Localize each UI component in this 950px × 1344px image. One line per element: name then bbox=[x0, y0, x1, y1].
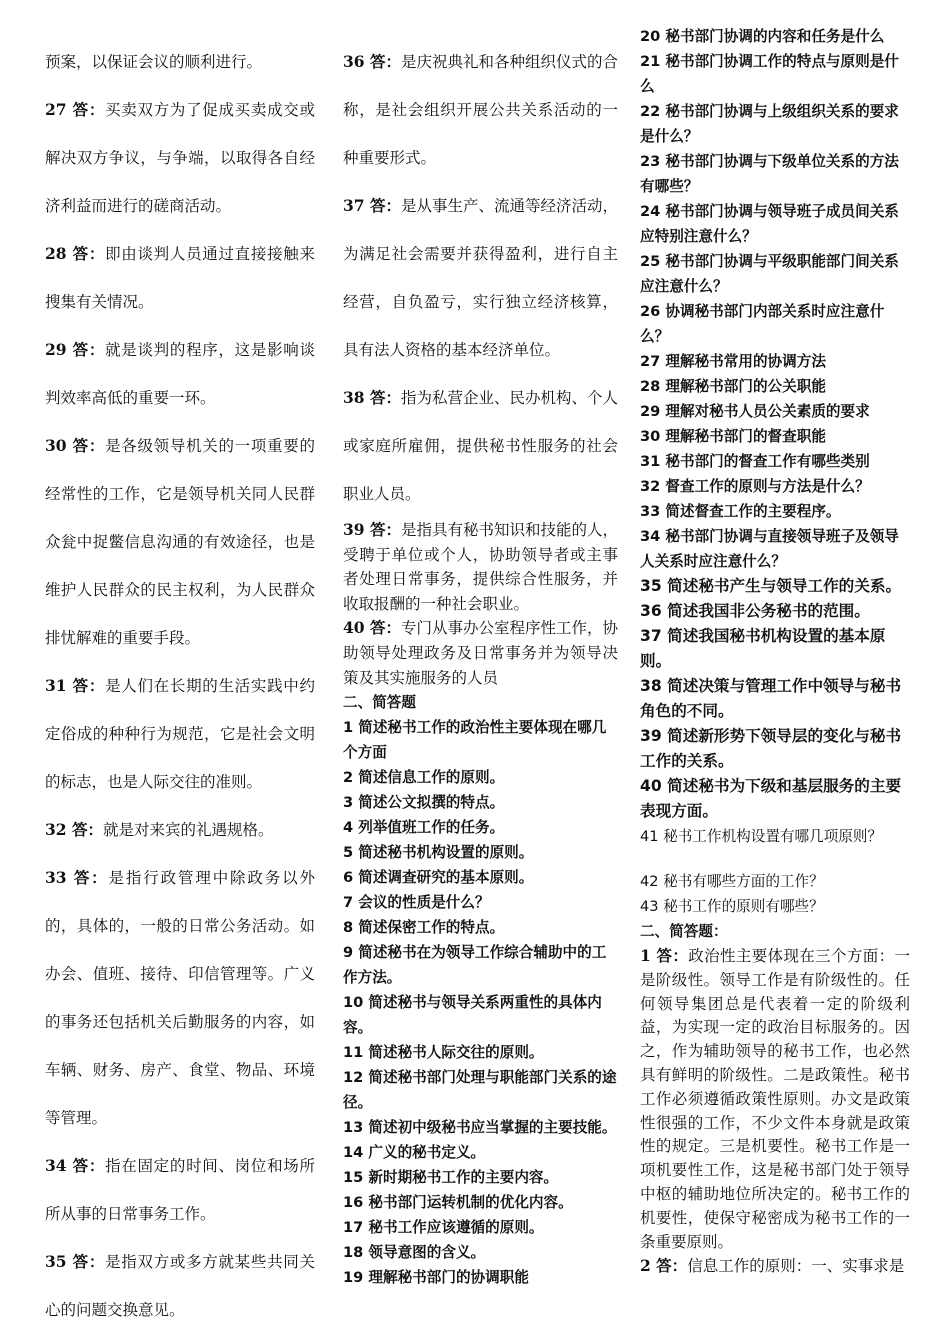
answer-paragraph bbox=[45, 38, 315, 86]
section-heading-short-answer-2: 二、简答题： bbox=[640, 923, 728, 940]
answer-paragraph bbox=[45, 806, 315, 854]
answer-paragraph bbox=[45, 1238, 315, 1334]
question-item: 37 简述我国秘书机构设置的基本原则。 bbox=[640, 627, 886, 670]
answer-text: 就是对来宾的礼遇规格。 bbox=[102, 821, 274, 839]
question-item: 11 简述秘书人际交往的原则。 bbox=[343, 1044, 544, 1062]
answer-paragraph bbox=[640, 944, 910, 1254]
answer-text: 是指具有秘书知识和技能的人，受聘于单位或个人，协助领导者或主事者处理日常事务，提供综合性服务，并收取报酬的一种社会职业。 bbox=[343, 521, 618, 613]
answer-paragraph bbox=[640, 1254, 910, 1279]
question-item: 32 督查工作的原则与方法是什么？ bbox=[640, 478, 870, 495]
question-item: 14 广义的秘书定义。 bbox=[343, 1144, 486, 1162]
question-item: 28 理解秘书部门的公关职能 bbox=[640, 378, 826, 395]
question-item: 22 秘书部门协调与上级组织关系的要求是什么？ bbox=[640, 103, 899, 145]
question-item: 10 简述秘书与领导关系两重性的具体内容。 bbox=[343, 994, 602, 1037]
question-item: 20 秘书部门协调的内容和任务是什么 bbox=[640, 28, 885, 45]
question-list-right-light bbox=[640, 824, 910, 919]
answer-text: 是从事生产、流通等经济活动，为满足社会需要并获得盈利，进行自主经营，自负盈亏，实行独立经济核算，具有法人资格的基本经济单位。 bbox=[343, 197, 618, 359]
answer-number: 29 答： bbox=[45, 340, 106, 359]
question-item: 43 秘书工作的原则有哪些？ bbox=[640, 898, 824, 915]
question-item: 15 新时期秘书工作的主要内容。 bbox=[343, 1169, 559, 1187]
question-item: 38 简述决策与管理工作中领导与秘书角色的不同。 bbox=[640, 677, 902, 720]
answers-column-left bbox=[45, 38, 315, 1334]
question-item: 2 简述信息工作的原则。 bbox=[343, 769, 505, 787]
question-item: 41 秘书工作机构设置有哪几项原则？ bbox=[640, 828, 883, 845]
answer-text: 是指行政管理中除政务以外的，具体的，一般的日常公务活动。如办会、值班、接待、印信管理等。广义的事务还包括机关后勤服务的内容，如车辆、财务、房产、食堂、物品、环境等管理。 bbox=[45, 869, 315, 1127]
answer-number: 30 答： bbox=[45, 436, 106, 455]
question-item: 24 秘书部门协调与领导班子成员间关系应特别注意什么？ bbox=[640, 203, 899, 245]
question-item: 18 领导意图的含义。 bbox=[343, 1244, 486, 1262]
question-item: 33 简述督查工作的主要程序。 bbox=[640, 503, 841, 520]
answer-text: 指在固定的时间、岗位和场所所从事的日常事务工作。 bbox=[45, 1157, 315, 1223]
answer-paragraph bbox=[45, 662, 315, 806]
section-heading-short-answer: 二、简答题 bbox=[343, 694, 416, 712]
answer-text: 预案，以保证会议的顺利进行。 bbox=[45, 53, 263, 71]
answer-text: 专门从事办公室程序性工作，协助领导处理政务及日常事务并为领导决策及其实施服务的人员 bbox=[343, 619, 618, 687]
answer-text: 就是谈判的程序，这是影响谈判效率高低的重要一环。 bbox=[45, 341, 315, 407]
answer-number: 2 答： bbox=[640, 1256, 688, 1276]
question-item: 4 列举值班工作的任务。 bbox=[343, 819, 505, 837]
answer-text: 即由谈判人员通过直接接触来搜集有关情况。 bbox=[45, 245, 315, 311]
answers-column-middle bbox=[343, 38, 618, 1290]
question-item: 12 简述秘书部门处理与职能部门关系的途径。 bbox=[343, 1069, 617, 1112]
question-item: 19 理解秘书部门的协调职能 bbox=[343, 1269, 529, 1287]
answer-paragraph bbox=[45, 230, 315, 326]
answers-block-right bbox=[640, 944, 910, 1279]
question-item: 17 秘书工作应该遵循的原则。 bbox=[343, 1219, 544, 1237]
question-item: 35 简述秘书产生与领导工作的关系。 bbox=[640, 577, 902, 595]
question-item: 3 简述公文拟撰的特点。 bbox=[343, 794, 505, 812]
answer-paragraph bbox=[45, 854, 315, 1142]
question-item: 23 秘书部门协调与下级单位关系的方法有哪些？ bbox=[640, 153, 899, 195]
question-item: 31 秘书部门的督查工作有哪些类别 bbox=[640, 453, 870, 470]
answer-number: 31 答： bbox=[45, 676, 106, 695]
answer-text: 是指双方或多方就某些共同关心的问题交换意见。 bbox=[45, 1253, 315, 1319]
question-item: 13 简述初中级秘书应当掌握的主要技能。 bbox=[343, 1119, 617, 1137]
answers-wide-block bbox=[343, 38, 618, 518]
answer-number: 34 答： bbox=[45, 1156, 106, 1175]
answer-text: 是人们在长期的生活实践中约定俗成的种种行为规范，它是社会文明的标志，也是人际交往的准则。 bbox=[45, 677, 315, 791]
question-item: 29 理解对秘书人员公关素质的要求 bbox=[640, 403, 870, 420]
answer-paragraph bbox=[45, 1142, 315, 1238]
answer-number: 35 答： bbox=[45, 1252, 106, 1271]
question-item: 34 秘书部门协调与直接领导班子及领导人关系时应注意什么？ bbox=[640, 528, 899, 570]
question-list-middle bbox=[343, 715, 618, 1290]
answer-paragraph bbox=[343, 518, 618, 616]
answer-text: 是各级领导机关的一项重要的经常性的工作，它是领导机关同人民群众瓮中捉鳖信息沟通的有效途径，也是维护人民群众的民主权利，为人民群众排忧解难的重要手段。 bbox=[45, 437, 315, 647]
answer-paragraph bbox=[45, 422, 315, 662]
question-item: 36 简述我国非公务秘书的范围。 bbox=[640, 602, 870, 620]
answer-number: 27 答： bbox=[45, 100, 106, 119]
answer-number: 32 答： bbox=[45, 820, 103, 839]
question-item: 1 简述秘书工作的政治性主要体现在哪几个方面 bbox=[343, 719, 607, 762]
answer-paragraph bbox=[343, 374, 618, 518]
question-item: 27 理解秘书常用的协调方法 bbox=[640, 353, 826, 370]
answer-number: 37 答： bbox=[343, 196, 401, 215]
question-item: 7 会议的性质是什么？ bbox=[343, 894, 490, 912]
answer-text: 是庆祝典礼和各种组织仪式的合称，是社会组织开展公共关系活动的一种重要形式。 bbox=[343, 53, 618, 167]
question-item: 25 秘书部门协调与平级职能部门间关系应注意什么？ bbox=[640, 253, 899, 295]
question-item: 9 简述秘书在为领导工作综合辅助中的工作方法。 bbox=[343, 944, 607, 987]
question-list-right-large bbox=[640, 574, 910, 824]
answer-paragraph bbox=[45, 326, 315, 422]
question-item: 42 秘书有哪些方面的工作？ bbox=[640, 873, 824, 890]
answer-number: 39 答： bbox=[343, 520, 401, 539]
answer-number: 36 答： bbox=[343, 52, 401, 71]
question-item: 30 理解秘书部门的督查职能 bbox=[640, 428, 826, 445]
answers-tight-block bbox=[343, 518, 618, 690]
question-item: 16 秘书部门运转机制的优化内容。 bbox=[343, 1194, 573, 1212]
answer-number: 28 答： bbox=[45, 244, 106, 263]
answer-paragraph bbox=[343, 38, 618, 182]
answer-text: 政治性主要体现在三个方面：一是阶级性。领导工作是有阶级性的。任何领导集团总是代表着一定的阶级利益，为实现一定的政治目标服务的。因之，作为辅助领导的秘书工作，也必然具有鲜明的阶级性。二是政策性。秘书工作必须遵循政策性原则。办文是政策性很强的工作，不少文件本身就是政策性的规定。三是机要性。秘书工作是一项机要性工作，这是秘书部门处于领导中枢的辅助地位所决定的。秘书工作的机要性，使保守秘密成为秘书工作的一条重要原则。 bbox=[640, 947, 910, 1251]
answer-number: 33 答： bbox=[45, 868, 109, 887]
question-item: 40 简述秘书为下级和基层服务的主要表现方面。 bbox=[640, 777, 902, 820]
answer-number: 38 答： bbox=[343, 388, 401, 407]
question-item: 26 协调秘书部门内部关系时应注意什么？ bbox=[640, 303, 885, 345]
question-item: 5 简述秘书机构设置的原则。 bbox=[343, 844, 534, 862]
question-item: 6 简述调查研究的基本原则。 bbox=[343, 869, 534, 887]
question-item: 8 简述保密工作的特点。 bbox=[343, 919, 505, 937]
answer-text: 指为私营企业、民办机构、个人或家庭所雇佣，提供秘书性服务的社会职业人员。 bbox=[343, 389, 618, 503]
answer-number: 40 答： bbox=[343, 618, 401, 638]
answer-paragraph bbox=[343, 616, 618, 690]
question-item: 39 简述新形势下领导层的变化与秘书工作的关系。 bbox=[640, 727, 902, 770]
answer-text: 信息工作的原则：一、实事求是 bbox=[687, 1257, 905, 1276]
answer-number: 1 答： bbox=[640, 946, 689, 965]
answer-paragraph bbox=[343, 182, 618, 374]
question-list-right bbox=[640, 24, 910, 574]
question-item: 21 秘书部门协调工作的特点与原则是什么 bbox=[640, 53, 899, 95]
questions-column-right bbox=[640, 24, 910, 1279]
answer-paragraph bbox=[45, 86, 315, 230]
answer-text: 买卖双方为了促成买卖成交或解决双方争议，与争端，以取得各自经济利益而进行的磋商活动。 bbox=[45, 101, 315, 215]
